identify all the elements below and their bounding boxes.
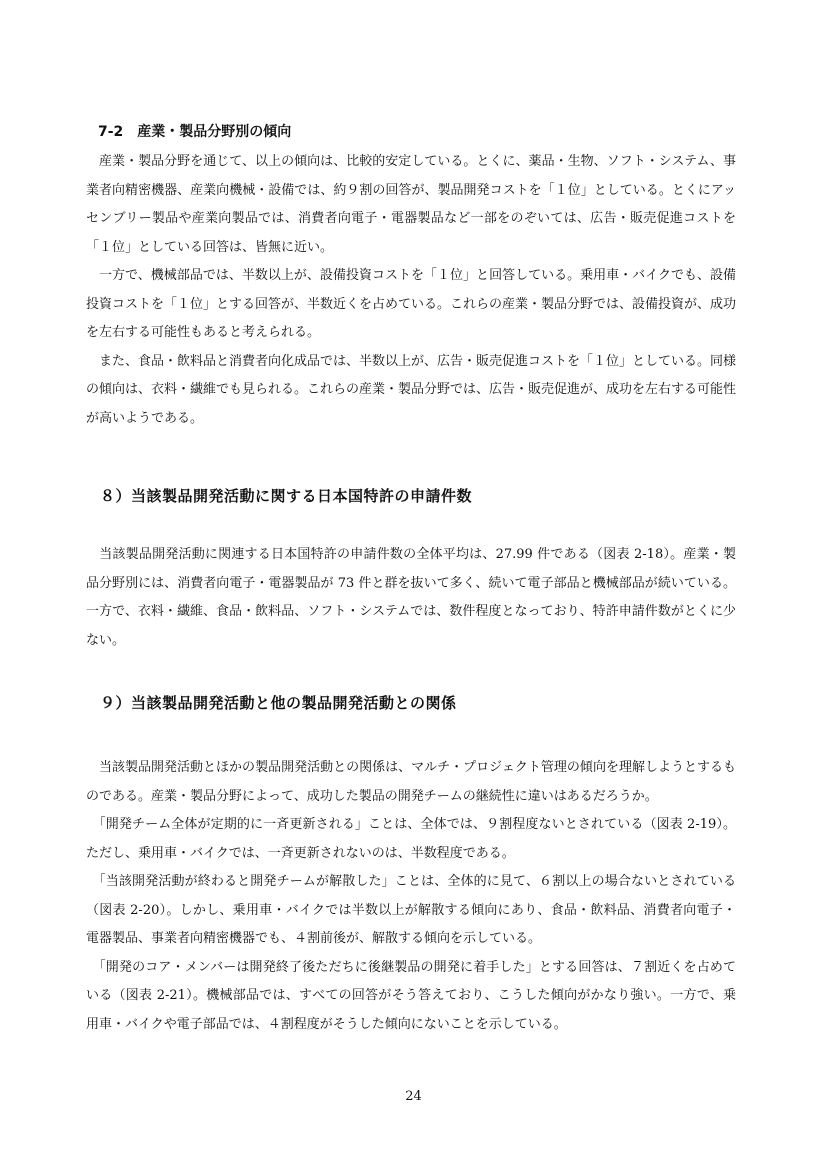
page-number: 24 [405, 1089, 422, 1104]
paragraph: 当該製品開発活動とほかの製品開発活動との関係は、マルチ・プロジェクト管理の傾向を理解しようとするものである。産業・製品分野によって、成功した製品の開発チームの継続性に違いはあるだろうか。 [86, 760, 736, 804]
paragraph: また、食品・飲料品と消費者向化成品では、半数以上が、広告・販売促進コストを「１位」としている。同様の傾向は、衣料・繊維でも見られる。これらの産業・製品分野では、広告・販売促進が、成功を左右する可能性が高いようである。 [86, 353, 737, 426]
paragraph: 一方で、機械部品では、半数以上が、設備投資コストを「１位」と回答している。乗用車・バイクでも、設備投資コストを「１位」とする回答が、半数近くを占めている。これらの産業・製品分野では、設備投資が、成功を左右する可能性もあると考えられる。 [86, 268, 737, 340]
paragraph: 「開発チーム全体が定期的に一斉更新される」ことは、全体では、９割程度ないとされている（図表 2-19）。ただし、乗用車・バイクでは、一斉更新されないのは、半数程度である。 [86, 817, 736, 861]
paragraph: 産業・製品分野を通じて、以上の傾向は、比較的安定している。とくに、薬品・生物、ソフト・システム、事業者向精密機器、産業向機械・設備では、約９割の回答が、製品開発コストを「１位」としている。とくにアッセンブリー製品や産業向製品では、消費者向電子・電器製品など一部をのぞいては、広告・販売促進コストを「１位」としている回答は、皆無に近い。 [86, 154, 736, 255]
section-7-2-title: 7-2 産業・製品分野別の傾向 [98, 124, 292, 140]
section-8-title: ８）当該製品開発活動に関する日本国特許の申請件数 [100, 487, 473, 505]
paragraph: 当該製品開発活動に関連する日本国特許の申請件数の全体平均は、27.99 件である（図表 2-18）。産業・製品分野別には、消費者向電子・電器製品が 73 件と群を抜いて多く、続いて電子部品と機械部品が続いている。一方で、衣料・繊維、食品・飲料品、ソフト・システムでは、数件程度となっており、特許申請件数がとくに少ない。 [86, 547, 736, 648]
paragraph: 「開発のコア・メンバーは開発終了後ただちに後継製品の開発に着手した」とする回答は、７割近くを占めている（図表 2-21）。機械部品では、すべての回答がそう答えており、こうした傾向がかなり強い。一方で、乗用車・バイクや電子部品では、４割程度がそうした傾向にないことを示している。 [86, 959, 736, 1032]
section-7-2-body [86, 148, 736, 433]
section-9-title: ９）当該製品開発活動と他の製品開発活動との関係 [100, 694, 457, 712]
section-8-body [86, 541, 736, 655]
section-9-body [86, 754, 736, 1039]
paragraph: 「当該開発活動が終わると開発チームが解散した」ことは、全体的に見て、６割以上の場合ないとされている（図表 2-20）。しかし、乗用車・バイクでは半数以上が解散する傾向にあり、食品・飲料品、消費者向電子・電器製品、事業者向精密機器でも、４割前後が、解散する傾向を示している。 [86, 874, 736, 946]
